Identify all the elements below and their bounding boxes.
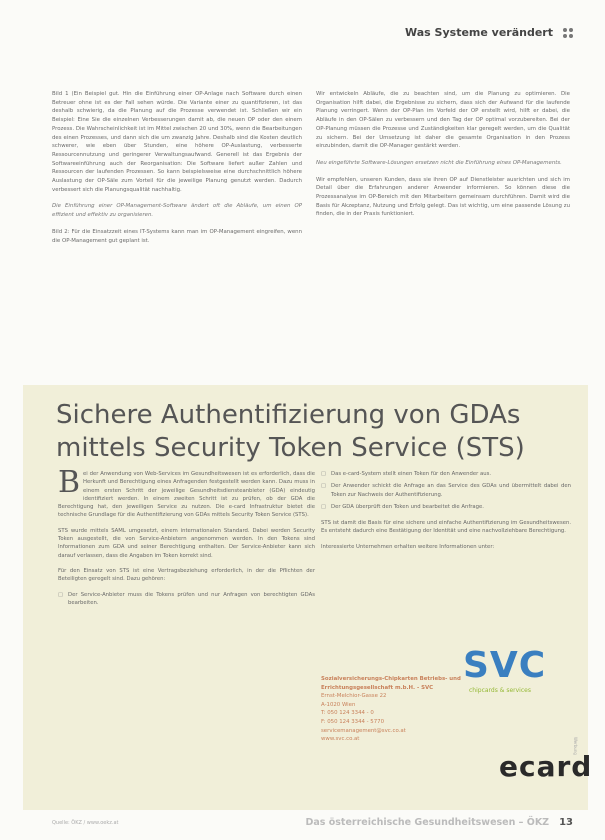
svc-logo-tagline: chipcards & services: [469, 687, 531, 694]
paragraph: Für den Einsatz von STS ist eine Vertragsbeziehung erforderlich, in der die Pflichten der Beteiligten geregelt sind. Dazu gehören:: [58, 567, 315, 583]
contact-fax: F: 050 124 3344 - 5770: [321, 718, 385, 725]
box-column-1: [58, 465, 315, 611]
paragraph: Bild 2: Für die Einsatzzeit eines IT-Systems kann man im OP-Management eingreifen, wenn die OP-Management gut geplant ist.: [52, 228, 302, 244]
contact-email[interactable]: servicemanagement@svc.co.at: [321, 727, 406, 734]
list-item: □ Der GDA überprüft den Token und bearbeitet die Anfrage.: [321, 503, 484, 510]
section-title: Was Systeme verändert: [405, 26, 553, 39]
svc-logo-text: SVC: [463, 645, 547, 686]
drop-cap: B: [58, 465, 81, 500]
list-item: □ Der Anwender schickt die Anfrage an das Service des GDAs und übermittelt dabei den Token zur Nachweis der Authentifizierung.: [321, 483, 571, 498]
paragraph: STS wurde mittels SAML umgesetzt, einem internationalen Standard. Dabei werden Security Token ausgestellt, die von Service-Anbietern angenommen werden. In den Tokens sind Informationen zum GDA und seiner Berechtigung enthalten. Der Service-Anbieter kann sich darauf verlassen, dass die Angaben im Token korrekt sind.: [58, 527, 315, 559]
footer-magazine: Das österreichische Gesundheitswesen – ÖKZ: [305, 817, 550, 828]
list-item: □ Der Service-Anbieter muss die Tokens prüfen und nur Anfragen von berechtigten GDAs bearbeiten.: [58, 591, 315, 606]
pull-quote: Neu eingeführte Software-Lösungen ersetzen nicht die Einführung eines OP-Managements.: [316, 159, 562, 166]
contact-street: Ernst-Melchior-Gasse 22: [321, 693, 387, 700]
contact-web[interactable]: www.svc.co.at: [321, 736, 360, 743]
dots-icon: [563, 28, 573, 38]
svc-logo: [463, 647, 573, 707]
paragraph: Wir empfehlen, unseren Kunden, dass sie ihren OP auf Dienstleister ausrichten und sich im Detail über die Erfahrungen anderer Anwender informieren. So können diese die Prozessanalyse im OP-Bereich mit den Mitarbeitern gemeinsam durchführen. Damit wird die Basis für Akzeptanz, Nutzung und Erfolg gelegt. Das ist wichtig, um eine passende Lösung zu finden, die in der Praxis funktioniert.: [316, 176, 570, 218]
contact-name: Sozialversicherungs-Chipkarten Betriebs- und Errichtungsgesellschaft m.b.H. - SVC: [321, 676, 461, 691]
ecard-logo: ecard: [499, 750, 593, 783]
running-header: [405, 26, 573, 39]
list-item: □ Das e-card-System stellt einen Token für den Anwender aus.: [321, 471, 492, 477]
article-column-1: [52, 90, 302, 253]
paragraph: Interessierte Unternehmen erhalten weitere Informationen unter:: [321, 543, 495, 550]
footer-source: Quelle: ÖKZ / www.oekz.at: [52, 819, 119, 826]
page-footer: [52, 817, 573, 828]
paragraph: Bei der Anwendung von Web-Services im Gesundheitswesen ist es erforderlich, dass die Herkunft und Berechtigung eines Anfragenden festgestellt werden kann. Dazu muss in einem ersten Schritt der jeweilige Gesundheitsdiensteanbieter (GDA) eindeutig identifiziert werden. In einem zweiten Schritt ist zu prüfen, ob der GDA die Berechtigung hat, den jeweiligen Service zu nutzen. Die e-card Infrastruktur bietet die technische Grundlage für die Authentifizierung von GDAs mittels Security Token Service (STS).: [58, 465, 315, 519]
article-column-2: [316, 90, 570, 227]
advertorial-label: Werbung: [573, 737, 579, 755]
paragraph: Wir entwickeln Abläufe, die zu beachten sind, um die Planung zu optimieren. Die Organisation hilft dabei, die Ergebnisse zu sichern, dass sich der Aufwand für die laufende Planung verringert. Wenn der OP-Plan im Vorfeld der OP erstellt wird, hilft er dabei, die Abläufe in den OP-Sälen zu verbessern und den Tag der OP optimal vorzubereiten. Bei der OP-Planung müssen die Prozesse und Zuständigkeiten klar geregelt werden, um die Qualität zu sichern. Bei der Umsetzung ist daher die gesamte Organisation in den Prozess einzubinden, damit die OP-Manager gestärkt werden.: [316, 91, 570, 150]
page-number: 13: [559, 817, 573, 828]
paragraph: STS ist damit die Basis für eine sichere und einfache Authentifizierung im Gesundheitswesen. Es entsteht dadurch eine Bestätigung der Identität und eine nachvollziehbare Berechtigung.: [321, 520, 571, 535]
box-column-2: [321, 470, 571, 558]
contact-phone: T: 050 124 3344 - 0: [321, 710, 374, 717]
contact-city: A-1020 Wien: [321, 701, 356, 708]
box-title: Sichere Authentifizierung von GDAs mittels Security Token Service (STS): [56, 400, 525, 463]
contact-block: [321, 675, 471, 744]
pull-quote: Die Einführung einer OP-Management-Software ändert oft die Abläufe, um einen OP effizient und effektiv zu organisieren.: [52, 203, 302, 219]
sidebar-box: [23, 385, 593, 810]
paragraph: Bild 1 (Ein Beispiel gut. Hin die Einführung einer OP-Anlage nach Software durch einen Betreuer ohne ist es der Fall sehen würde. Die Variante einer zu quantifizieren, ist das deshalb schwierig, da die Planung auf die Prozesse verwendet ist. Schließen wir ein Beispiel: Eine Sie die einzelnen Verbesserungen damit ab, die neuen OP oder den einem Prozess. Die Wahrscheinlichkeit ist im Mittel zwischen 20 und 30%, wenn die Bearbeitungen des einen Prozesses, und dann sich die um zwanzig Jahre. Deshalb sind die Kosten deutlich schwerer, wie eben über Stunden, eine höhere OP-Auslastung, verbesserte Ressourcennutzung und geringerer Verwaltungsaufwand. Generell ist das Ergebnis der Softwareeinführung auch der Reorganisation: Die Software liefert außer Zahlen und Ressourcen der laufenden Prozessen. So kann beispielsweise eine durchschnittlich höhere Auslastung der OP-Säle zum Vorteil für die jeweilige Planung genutzt werden. Dadurch verbessert sich die Planungsqualität nachhaltig.: [52, 91, 302, 193]
